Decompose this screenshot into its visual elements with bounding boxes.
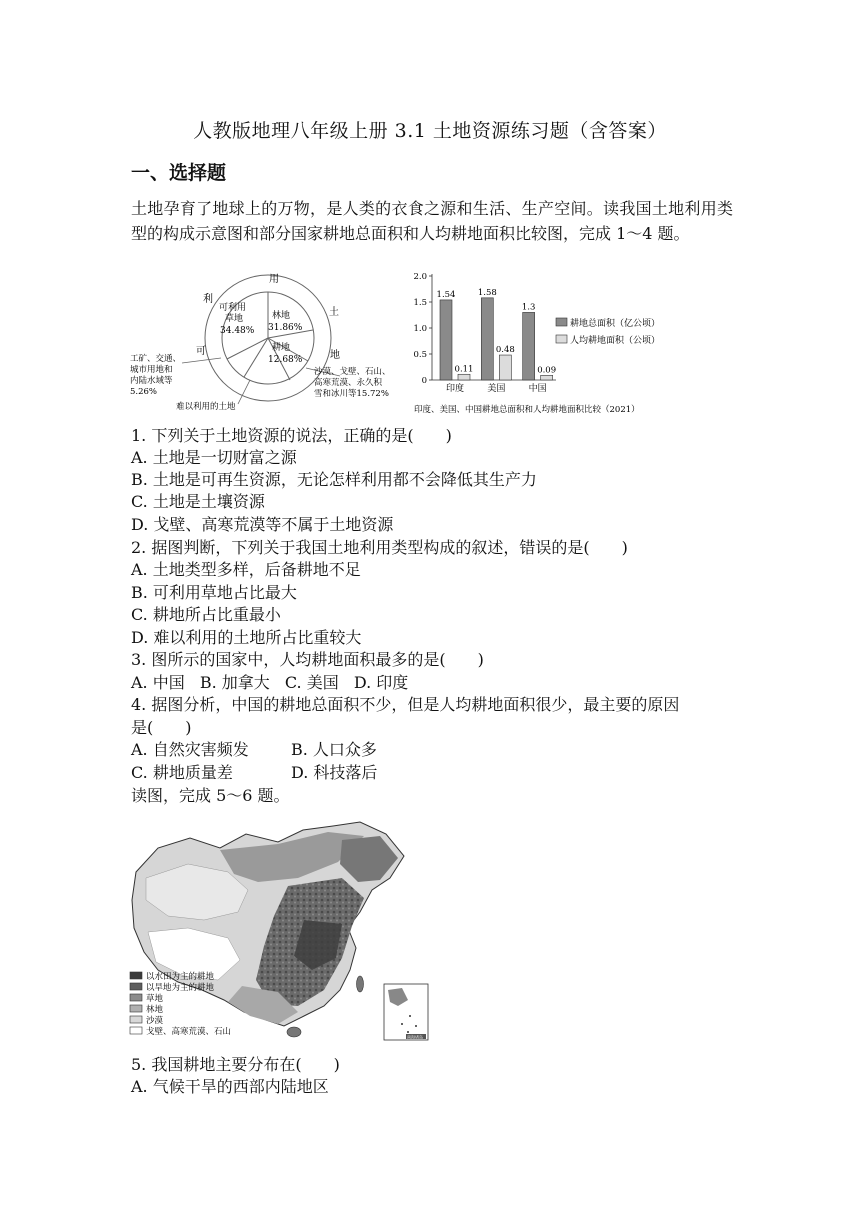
bar-value-label: 0.09 [537, 365, 557, 376]
segment-value-forest: 31.86% [268, 323, 303, 333]
question-2-option-a: A. 土地类型多样，后备耕地不足 [131, 560, 361, 579]
page-title: 人教版地理八年级上册 3.1 土地资源练习题（含答案） [193, 120, 667, 142]
question-3-option-d: D. 印度 [353, 673, 409, 692]
question-4-options-row-2 [131, 760, 377, 783]
map-instruction: 读图，完成 5～6 题。 [131, 786, 290, 805]
section-heading: 一、选择题 [131, 162, 227, 184]
question-2-option-b: B. 可利用草地占比最大 [131, 583, 297, 602]
callout-right-1: 沙漠、戈壁、石山、 [314, 367, 391, 377]
question-1-option-a: A. 土地是一切财富之源 [131, 448, 297, 467]
legend-swatch [130, 994, 142, 1001]
bar-per-capita [458, 374, 470, 380]
question-3-option-a: A. 中国 [131, 673, 185, 692]
cropland-bar-chart [406, 268, 692, 416]
ring-char-5: 利 [203, 294, 213, 305]
segment-value-grassland: 34.48% [220, 326, 255, 336]
question-4-line-1: 4. 据图分析，中国的耕地总面积不少，但是人均耕地面积很少，最主要的原因 [131, 695, 680, 714]
callout-left-2: 城市用地和 [130, 365, 173, 375]
legend-swatch [556, 318, 567, 326]
segment-label-grassland-1: 可利用 [219, 303, 247, 313]
bar-value-label: 1.58 [477, 287, 497, 298]
y-tick-label: 0 [421, 376, 427, 386]
question-4-option-c: C. 耕地质量差 [131, 763, 233, 782]
legend-swatch [556, 335, 567, 343]
bar-value-label: 1.54 [436, 289, 456, 300]
question-1: 1. 下列关于土地资源的说法，正确的是( ) [131, 426, 452, 445]
bottom-label: 难以利用的土地 [176, 402, 236, 412]
callout-left-4: 5.26% [130, 387, 158, 397]
legend-label: 以水田为主的耕地 [146, 972, 215, 982]
x-tick-label: 美国 [487, 384, 506, 394]
chart-caption: 印度、美国、中国耕地总面积和人均耕地面积比较（2021） [414, 405, 640, 415]
question-2-option-c: C. 耕地所占比重最小 [131, 605, 281, 624]
legend-label: 耕地总面积（亿公顷） [570, 319, 661, 329]
y-tick-label: 2.0 [413, 272, 427, 282]
ring-char-1: 用 [269, 274, 279, 285]
callout-right-3: 雪和冰川等15.72% [314, 389, 389, 399]
legend-swatch [130, 1016, 142, 1023]
question-4-line-2: 是( ) [131, 718, 192, 737]
legend-label: 草地 [146, 994, 164, 1004]
map-taiwan [357, 976, 364, 992]
legend-label: 人均耕地面积（公顷） [570, 336, 661, 346]
land-use-donut-figure [130, 268, 410, 416]
legend-swatch [130, 983, 142, 990]
ring-char-3: 地 [330, 350, 340, 361]
callout-left-3: 内陆水域等 [130, 376, 173, 386]
y-tick-label: 1.0 [413, 324, 427, 334]
legend-swatch [130, 1027, 142, 1034]
china-land-use-map [128, 820, 433, 1048]
bar-total [481, 298, 493, 380]
callout-right-2: 高寒荒漠、永久积 [314, 378, 383, 388]
question-4-option-b: B. 人口众多 [291, 740, 377, 759]
legend-label: 以旱地为主的耕地 [146, 983, 215, 993]
bar-value-label: 1.3 [521, 302, 536, 313]
map-inset-label: 南海诸岛 [407, 1034, 423, 1040]
question-4-options-row-1 [131, 737, 377, 760]
bar-value-label: 0.11 [454, 364, 474, 375]
bar-per-capita [541, 375, 553, 380]
question-4-option-a: A. 自然灾害频发 [131, 740, 249, 759]
question-1-option-d: D. 戈壁、高寒荒漠等不属于土地资源 [131, 515, 394, 534]
question-1-option-c: C. 土地是土壤资源 [131, 492, 265, 511]
question-4-option-d: D. 科技落后 [291, 763, 378, 782]
legend-label: 沙漠 [146, 1016, 164, 1026]
segment-label-cropland: 耕地 [272, 343, 291, 353]
question-3-option-b: B. 加拿大 [199, 673, 270, 692]
map-hainan [287, 1027, 301, 1037]
question-5-option-a: A. 气候干旱的西部内陆地区 [131, 1077, 329, 1096]
legend-swatch [130, 1005, 142, 1012]
question-1-option-b: B. 土地是可再生资源，无论怎样利用都不会降低其生产力 [131, 470, 537, 489]
segment-label-grassland-2: 草地 [225, 314, 244, 324]
ring-char-2: 土 [329, 307, 339, 318]
question-2: 2. 据图判断，下列关于我国土地利用类型构成的叙述，错误的是( ) [131, 538, 628, 557]
ring-char-4: 可 [196, 346, 206, 357]
segment-value-cropland: 12.68% [268, 355, 303, 365]
x-tick-label: 印度 [445, 384, 465, 394]
legend-label: 戈壁、高寒荒漠、石山 [146, 1027, 232, 1037]
bar-value-label: 0.48 [495, 345, 515, 356]
legend-label: 林地 [146, 1005, 164, 1015]
x-tick-label: 中国 [528, 384, 547, 394]
question-5: 5. 我国耕地主要分布在( ) [131, 1055, 340, 1074]
y-tick-label: 1.5 [413, 298, 427, 308]
segment-label-forest: 林地 [272, 311, 291, 321]
question-3-option-c: C. 美国 [284, 673, 339, 692]
legend-swatch [130, 972, 142, 979]
bar-per-capita [499, 355, 511, 380]
bar-total [523, 312, 535, 380]
question-3-options [131, 670, 408, 693]
question-3: 3. 图所示的国家中，人均耕地面积最多的是( ) [131, 650, 484, 669]
question-2-option-d: D. 难以利用的土地所占比重较大 [131, 628, 362, 647]
callout-left-1: 工矿、交通、 [130, 354, 182, 364]
bar-total [440, 300, 452, 380]
y-tick-label: 0.5 [413, 350, 427, 360]
intro-paragraph: 土地孕育了地球上的万物，是人类的衣食之源和生活、生产空间。读我国土地利用类型的构成示意图和部分国家耕地总面积和人均耕地面积比较图，完成 1～4 题。 [131, 199, 733, 243]
